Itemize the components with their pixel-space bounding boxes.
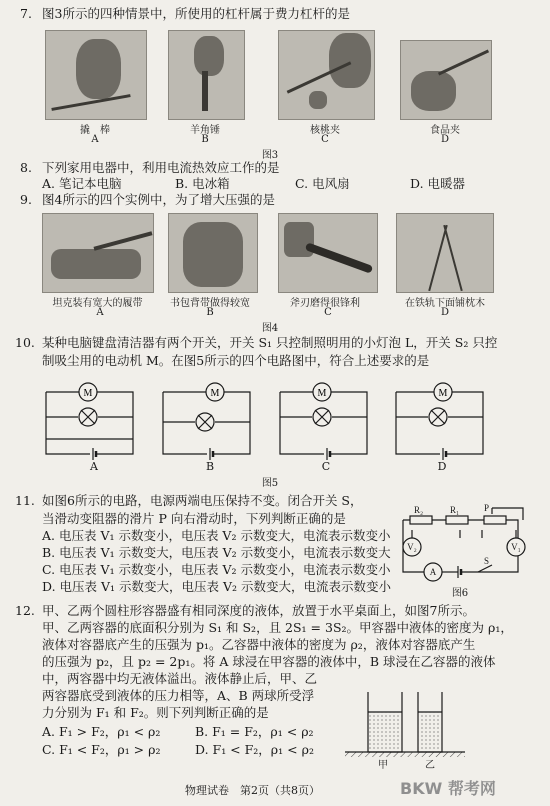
photo-food-tongs (400, 40, 492, 120)
q12-line-1: 甲、乙两个圆柱形容器盛有相同深度的液体，放置于水平桌面上，如图7所示。 (42, 603, 475, 618)
circuit-a-motor-label: M (83, 388, 93, 399)
circuit-b (155, 372, 265, 462)
q11-option-b: B. 电压表 V₁ 示数变大，电压表 V₂ 示数变小，电流表示数变大 (42, 545, 391, 560)
q8-option-d: D. 电暖器 (410, 176, 466, 191)
photo-backpack (168, 213, 258, 293)
q9-figure-label: 图4 (261, 323, 279, 334)
q9-stem: 图4所示的四个实例中，为了增大压强的是 (42, 192, 275, 207)
fig6-r1-label: R₁ (450, 505, 460, 515)
q9-letter-a: A (96, 307, 104, 318)
q12-option-d: D. F₁ < F₂，ρ₁ < ρ₂ (195, 742, 314, 757)
fig7-label-jia: 甲 (378, 760, 388, 771)
q7-stem: 图3所示的四种情景中，所使用的杠杆属于费力杠杆的是 (42, 6, 350, 21)
q11-line2: 当滑动变阻器的滑片 P 向右滑动时，下列判断正确的是 (42, 511, 346, 526)
q12-line-6: 两容器底受到液体的压力相等，A、B 两球所受浮 (42, 688, 315, 703)
circuit-c-motor-label: M (317, 388, 327, 399)
q7-caption-a: 撬 棒 (80, 125, 110, 136)
q12-number: 12. (15, 603, 35, 618)
q12-line-3: 液体对容器底产生的压强为 p₁。乙容器中液体的密度为 ρ₂，液体对容器底产生 (42, 637, 476, 652)
q9-caption-b: 书包背带做得较宽 (170, 298, 250, 309)
fig6-switch-label: S (484, 556, 490, 566)
q12-line-7: 力分别为 F₁ 和 F₂。则下列判断正确的是 (42, 705, 269, 720)
circuit-d-motor-label: M (438, 388, 448, 399)
q10-letter-c: C (321, 460, 331, 473)
q9-number: 9. (20, 192, 32, 207)
q10-figure-label: 图5 (261, 478, 279, 489)
q7-letter-c: C (321, 134, 329, 145)
q11-figure-label: 图6 (451, 588, 469, 599)
q7-letter-d: D (440, 134, 450, 145)
q7-figure-label: 图3 (261, 150, 279, 161)
q11-number: 11. (15, 493, 35, 508)
q8-stem: 下列家用电器中，利用电流热效应工作的是 (42, 160, 280, 175)
q9-letter-c: C (324, 307, 332, 318)
photo-claw-hammer (168, 30, 245, 120)
q12-line-5: 中，两容器中均无液体溢出。液体静止后，甲、乙 (42, 671, 318, 686)
q7-letter-b: B (201, 134, 209, 145)
q10-line1: 某种电脑键盘清洁器有两个开关，开关 S₁ 只控制照明用的小灯泡 L，开关 S₂ 只控 (42, 335, 498, 350)
fig6-p-label: P (484, 503, 490, 513)
q12-line-2: 甲、乙两容器的底面积分别为 S₁ 和 S₂，且 2S₁ = 3S₂。甲容器中液体的密度为 ρ₁， (42, 620, 513, 635)
watermark-logo: BKW 帮考网 (400, 779, 496, 798)
circuit-a (38, 372, 148, 462)
circuit-c (272, 372, 382, 462)
q7-caption-c: 核桃夹 (310, 125, 340, 136)
figure-6-circuit (398, 502, 528, 584)
circuit-d (388, 372, 498, 462)
q7-caption-d: 食品夹 (430, 125, 460, 136)
photo-nutcracker (278, 30, 375, 120)
fig6-v2-label: V₂ (407, 542, 417, 552)
q7-number: 7. (20, 6, 32, 21)
q7-caption-b: 羊角锤 (190, 125, 220, 136)
q10-line2: 制吸尘用的电动机 M。在图5所示的四个电路图中，符合上述要求的是 (42, 353, 430, 368)
q11-line1: 如图6所示的电路，电源两端电压保持不变。闭合开关 S， (42, 493, 363, 508)
q8-option-c: C. 电风扇 (295, 176, 350, 191)
q9-caption-a: 坦克装有宽大的履带 (52, 298, 143, 309)
q8-number: 8. (20, 160, 32, 175)
q9-caption-c: 斧刃磨得很锋利 (290, 298, 360, 309)
q11-option-a: A. 电压表 V₁ 示数变小，电压表 V₂ 示数变大，电流表示数变小 (42, 528, 391, 543)
figure-7-containers (340, 690, 470, 770)
circuit-b-motor-label: M (210, 388, 220, 399)
q12-option-a: A. F₁ > F₂，ρ₁ < ρ₂ (42, 724, 161, 739)
q10-letter-a: A (90, 460, 98, 473)
q11-option-d: D. 电压表 V₁ 示数变大，电压表 V₂ 示数变大，电流表示数变小 (42, 579, 391, 594)
q8-option-b: B. 电冰箱 (175, 176, 230, 191)
q12-line-4: 的压强为 p₂，且 p₂ = 2p₁。将 A 球浸在甲容器的液体中，B 球浸在乙容器的液体 (42, 654, 496, 669)
fig6-r2-label: R₂ (414, 505, 424, 515)
q12-option-c: C. F₁ < F₂，ρ₁ > ρ₂ (42, 742, 161, 757)
q11-option-c: C. 电压表 V₁ 示数变小，电压表 V₂ 示数变小，电流表示数变小 (42, 562, 391, 577)
page-footer: 物理试卷 第2页（共8页） (185, 784, 320, 797)
fig6-ammeter-label: A (429, 567, 437, 577)
q10-letter-b: B (205, 460, 215, 473)
q12-option-b: B. F₁ = F₂，ρ₁ < ρ₂ (195, 724, 314, 739)
q10-number: 10. (15, 335, 35, 350)
q8-option-a: A. 笔记本电脑 (42, 176, 122, 191)
q7-letter-a: A (91, 134, 99, 145)
photo-crowbar (45, 30, 147, 120)
q9-letter-b: B (206, 307, 214, 318)
q9-caption-d: 在铁轨下面铺枕木 (405, 298, 485, 309)
fig7-label-yi: 乙 (425, 760, 435, 771)
photo-tank (42, 213, 154, 293)
q10-letter-d: D (437, 460, 447, 473)
q9-letter-d: D (440, 307, 450, 318)
photo-axe (278, 213, 378, 293)
photo-railway (396, 213, 494, 293)
fig6-v1-label: V₁ (511, 542, 521, 552)
